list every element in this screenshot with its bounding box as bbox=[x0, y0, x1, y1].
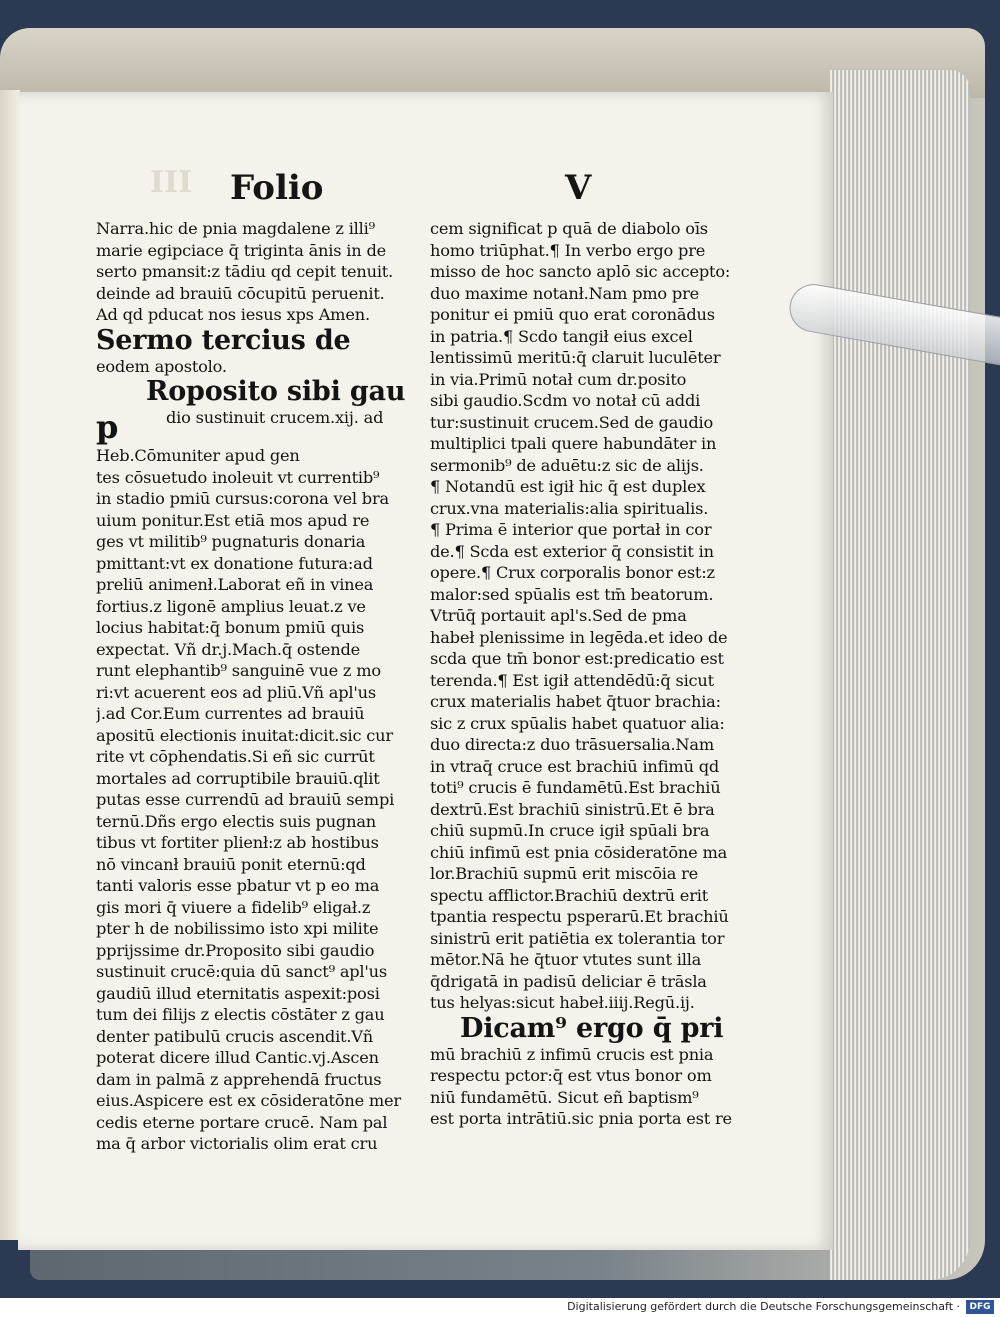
text-line: preliū animenł.Laborat eñ in vinea bbox=[96, 575, 374, 594]
text-line: dam in palmā z apprehendā fructus bbox=[96, 1069, 382, 1089]
initial-follow-line: dio sustinuit crucem.xij. ad bbox=[166, 408, 384, 427]
text-line: sinistrū erit patiētia ex tolerantia tor bbox=[430, 928, 725, 948]
text-line: nō vincanł brauiū ponit eternū:qd bbox=[96, 854, 366, 874]
left-text-column bbox=[96, 218, 418, 1155]
text-line: Ad qd pducat nos iesus xps Amen. bbox=[96, 305, 370, 324]
text-line: in stadio pmiū cursus:corona vel bra bbox=[96, 489, 389, 508]
text-line: crux materialis habet q̄tuor brachia: bbox=[430, 692, 721, 711]
text-line: de.¶ Scda est exterior q̄ consistit in bbox=[430, 541, 714, 561]
text-line: eius.Aspicere est ex cōsideratōne mer bbox=[96, 1091, 401, 1110]
text-line: runt elephantib⁹ sanguinē vue z mo bbox=[96, 661, 381, 680]
text-line: serto pmansit:z tādiu qd cepit tenuit. bbox=[96, 262, 394, 281]
text-line: misso de hoc sancto aplō sic accepto: bbox=[430, 262, 731, 281]
right-lines-after bbox=[430, 1044, 765, 1130]
text-line: dextrū.Est brachiū sinistrū.Et ē bra bbox=[430, 799, 715, 819]
text-line: mētor.Nā he q̄tuor vtutes sunt illa bbox=[430, 950, 702, 969]
text-line: mortales ad corruptibile brauiū.qlit bbox=[96, 768, 380, 788]
text-line: homo triūphat.¶ In verbo ergo pre bbox=[430, 240, 706, 260]
text-line: cedis eterne portare crucē. Nam pal bbox=[96, 1112, 388, 1132]
text-line: ¶ Notandū est igił hic q̄ est duplex bbox=[430, 477, 706, 496]
text-line: denter patibulū crucis ascendit.Vñ bbox=[96, 1026, 374, 1046]
dicam-heading: Dicam⁹ ergo q̄ pri bbox=[460, 1013, 724, 1044]
right-text-column bbox=[430, 218, 765, 1130]
text-line: cem significat p quā de diabolo oīs bbox=[430, 219, 708, 238]
text-line: tur:sustinuit crucem.Sed de gaudio bbox=[430, 412, 714, 432]
text-line: duo directa:z duo trāsuersalia.Nam bbox=[430, 735, 714, 754]
text-line: sermonib⁹ de aduētu:z sic de alijs. bbox=[430, 455, 704, 475]
text-line: est porta intrātiū.sic pnia porta est re bbox=[430, 1109, 732, 1128]
text-line: uium ponitur.Est etiā mos apud re bbox=[96, 510, 370, 530]
text-line: spectu afflictor.Brachiū dextrū erit bbox=[430, 885, 709, 905]
text-line: ma q̄ arbor victorialis olim erat cru bbox=[96, 1134, 378, 1153]
text-line: marie egipciace q̄ triginta ānis in de bbox=[96, 240, 386, 260]
text-line: multiplici tpali quere habundāter in bbox=[430, 434, 717, 453]
footer-bar bbox=[0, 1298, 1000, 1317]
text-line: Narra.hic de pnia magdalene z illi⁹ bbox=[96, 219, 375, 238]
text-line: toti⁹ crucis ē fundamētū.Est brachiū bbox=[430, 778, 721, 797]
left-lines-after bbox=[96, 445, 418, 1155]
sermon-title: Sermo tercius de bbox=[96, 325, 351, 356]
folio-label: Folio bbox=[230, 168, 324, 208]
text-line: opere.¶ Crux corporalis bonor est:z bbox=[430, 563, 715, 582]
text-line: chiū infimū est pnia cōsideratōne ma bbox=[430, 842, 728, 862]
text-line: terenda.¶ Est igił attendēdū:q̄ sicut bbox=[430, 670, 714, 690]
text-line: scda que tm̄ bonor est:predicatio est bbox=[430, 649, 724, 668]
text-line: pter h de nobilissimo isto xpi milite bbox=[96, 919, 379, 938]
folio-number: V bbox=[565, 168, 592, 208]
text-line: respectu pctor:q̄ est vtus bonor om bbox=[430, 1066, 712, 1085]
text-line: rite vt cōphendatis.Si eñ sic currūt bbox=[96, 747, 375, 766]
text-line: putas esse currendū ad brauiū sempi bbox=[96, 790, 395, 809]
text-line: poterat dicere illud Cantic.vj.Ascen bbox=[96, 1048, 379, 1067]
text-line: gaudiū illud eternitatis aspexit:posi bbox=[96, 983, 380, 1003]
dfg-logo-text: DFG bbox=[969, 1302, 991, 1312]
bleed-through-heading: III bbox=[150, 165, 193, 200]
text-line: in vtraq̄ cruce est brachiū infimū qd bbox=[430, 756, 720, 776]
drop-initial-letter: p bbox=[96, 408, 119, 446]
left-page-edge bbox=[0, 90, 20, 1240]
text-line: tus helyas:sicut habeł.iiij.Regū.ij. bbox=[430, 993, 695, 1012]
sermon-subtitle: eodem apostolo. bbox=[96, 356, 227, 376]
text-line: lor.Brachiū supmū erit miscōia re bbox=[430, 864, 699, 883]
text-line: crux.vna materialis:alia spiritualis. bbox=[430, 498, 709, 518]
text-line: j.ad Cor.Eum currentes ad brauiū bbox=[96, 704, 365, 723]
left-lines-before bbox=[96, 218, 418, 326]
text-line: tpantia respectu psperarū.Et brachiū bbox=[430, 907, 729, 926]
text-line: pprijssime dr.Proposito sibi gaudio bbox=[96, 940, 375, 960]
text-line: sibi gaudio.Scdm vo notał cū addi bbox=[430, 391, 701, 410]
text-line: ternū.Dñs ergo electis suis pugnan bbox=[96, 811, 376, 831]
text-line: deinde ad brauiū cōcupitū peruenit. bbox=[96, 283, 385, 303]
text-line: apositū electionis inuitat:dicit.sic cur bbox=[96, 725, 393, 745]
page-fore-edge bbox=[830, 70, 970, 1280]
text-line: expectat. Vñ dr.j.Mach.q̄ ostende bbox=[96, 639, 361, 659]
initial-row bbox=[96, 407, 418, 445]
text-line: tes cōsuetudo inoleuit vt currentib⁹ bbox=[96, 467, 380, 487]
text-line: lentissimū meritū:q̄ claruit luculēter bbox=[430, 348, 721, 367]
text-line: habeł plenissime in legēda.et ideo de bbox=[430, 627, 728, 647]
text-line: locius habitat:q̄ bonum pmiū quis bbox=[96, 618, 365, 637]
text-line: tibus vt fortiter plienł:z ab hostibus bbox=[96, 833, 379, 852]
text-line: niū fundamētū. Sicut eñ baptism⁹ bbox=[430, 1087, 699, 1107]
text-line: in patria.¶ Scdo tangił eius excel bbox=[430, 326, 693, 346]
text-line: malor:sed spūalis est tm̄ beatorum. bbox=[430, 584, 714, 604]
text-line: tanti valoris esse pbatur vt p eo ma bbox=[96, 876, 380, 895]
text-line: chiū supmū.In cruce igił spūali bra bbox=[430, 821, 710, 840]
dfg-logo bbox=[966, 1300, 994, 1314]
funding-credit: Digitalisierung gefördert durch die Deutsche Forschungsgemeinschaft · bbox=[567, 1300, 960, 1313]
text-line: in via.Primū notał cum dr.posito bbox=[430, 369, 687, 389]
text-line: Heb.Cōmuniter apud gen bbox=[96, 446, 300, 465]
text-line: ges vt militib⁹ pugnaturis donaria bbox=[96, 532, 366, 551]
text-line: Vtrūq̄ portauit apl's.Sed de pma bbox=[430, 606, 687, 625]
text-line: pmittant:vt ex donatione futura:ad bbox=[96, 553, 373, 573]
text-line: sic z crux spūalis habet quatuor alia: bbox=[430, 713, 725, 733]
text-line: q̄drigatā in padisū deliciar ē trāsla bbox=[430, 971, 707, 991]
text-line: tum dei filijs z electis cōstāter z gau bbox=[96, 1005, 385, 1024]
initial-heading: Roposito sibi gau bbox=[146, 377, 406, 407]
text-line: ¶ Prima ē interior que portał in cor bbox=[430, 520, 712, 539]
text-line: mū brachiū z infimū crucis est pnia bbox=[430, 1044, 714, 1064]
right-lines-before bbox=[430, 218, 765, 1014]
text-line: fortius.z ligonē amplius leuat.z ve bbox=[96, 596, 366, 616]
text-line: ri:vt acuerent eos ad pliū.Vñ apl'us bbox=[96, 682, 376, 702]
text-line: ponitur ei pmiū quo erat coronādus bbox=[430, 305, 715, 324]
text-line: duo maxime notanł.Nam pmo pre bbox=[430, 283, 700, 303]
text-line: sustinuit crucē:quia dū sanct⁹ apl'us bbox=[96, 962, 387, 981]
text-line: gis mori q̄ viuere a fidelib⁹ eligał.z bbox=[96, 897, 371, 917]
